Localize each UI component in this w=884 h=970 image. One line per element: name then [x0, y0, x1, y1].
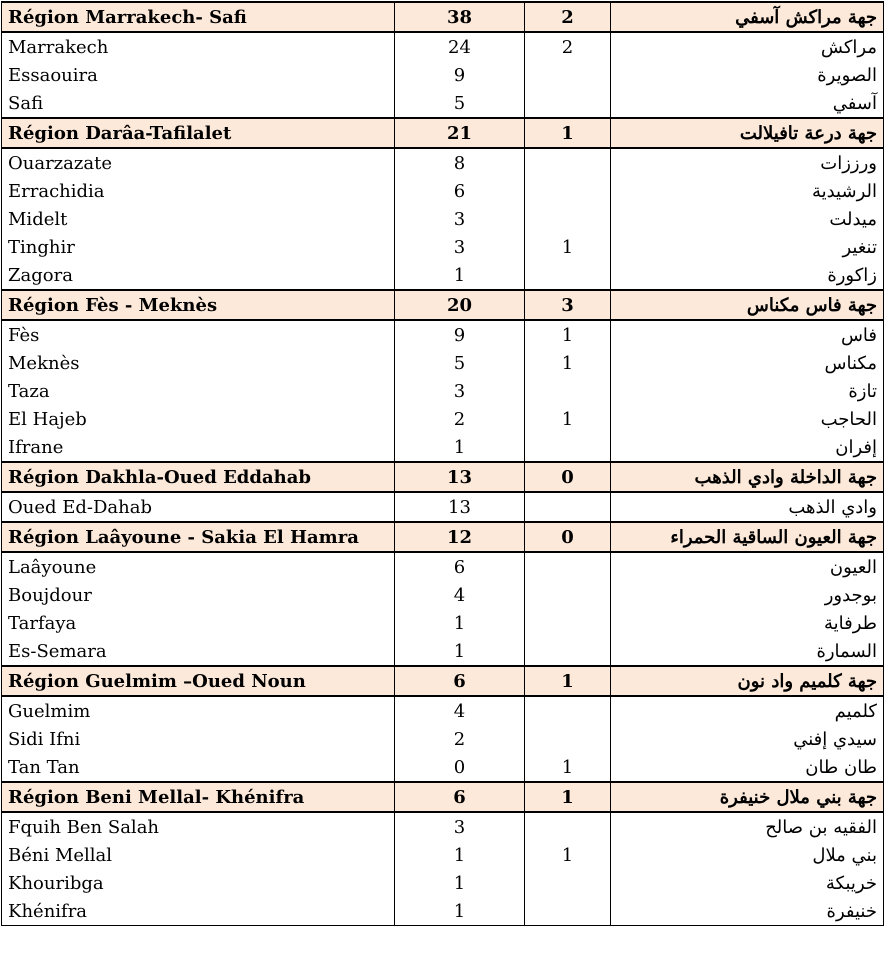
city-count: 1 [395, 261, 525, 290]
city-name-ar: وادي الذهب [611, 492, 884, 522]
city-row [2, 581, 884, 609]
city-row [2, 205, 884, 233]
city-count: 2 [395, 725, 525, 753]
region-total: 6 [395, 666, 525, 696]
city-count: 3 [395, 233, 525, 261]
city-name-fr: Essaouira [2, 61, 395, 89]
city-row [2, 377, 884, 405]
region-total: 38 [395, 2, 525, 32]
region-name-fr: Région Dakhla-Oued Eddahab [2, 462, 395, 492]
city-row [2, 492, 884, 522]
city-name-fr: El Hajeb [2, 405, 395, 433]
city-name-fr: Tinghir [2, 233, 395, 261]
city-name-fr: Fès [2, 320, 395, 349]
city-name-ar: الفقيه بن صالح [611, 812, 884, 841]
city-name-ar: كلميم [611, 696, 884, 725]
city-count: 1 [395, 841, 525, 869]
city-count: 6 [395, 552, 525, 581]
city-name-fr: Fquih Ben Salah [2, 812, 395, 841]
city-name-ar: السمارة [611, 637, 884, 666]
city-name-fr: Béni Mellal [2, 841, 395, 869]
city-row [2, 812, 884, 841]
region-name-ar: جهة العيون الساقية الحمراء [611, 522, 884, 552]
region-total: 20 [395, 290, 525, 320]
city-row [2, 233, 884, 261]
city-name-ar: مراكش [611, 32, 884, 61]
city-count: 9 [395, 320, 525, 349]
city-name-fr: Es-Semara [2, 637, 395, 666]
region-total: 21 [395, 118, 525, 148]
region-total: 13 [395, 462, 525, 492]
city-second-count [525, 869, 611, 897]
city-name-fr: Khénifra [2, 897, 395, 926]
region-header-row [2, 666, 884, 696]
city-name-ar: آسفي [611, 89, 884, 118]
city-name-fr: Khouribga [2, 869, 395, 897]
city-name-fr: Safi [2, 89, 395, 118]
region-name-fr: Région Beni Mellal- Khénifra [2, 782, 395, 812]
city-second-count: 2 [525, 32, 611, 61]
city-name-fr: Tarfaya [2, 609, 395, 637]
city-count: 3 [395, 812, 525, 841]
city-second-count: 1 [525, 405, 611, 433]
city-name-ar: زاكورة [611, 261, 884, 290]
city-name-ar: فاس [611, 320, 884, 349]
city-count: 5 [395, 349, 525, 377]
city-second-count: 1 [525, 233, 611, 261]
region-header-row [2, 2, 884, 32]
city-second-count [525, 581, 611, 609]
region-header-row [2, 118, 884, 148]
region-second-count: 0 [525, 522, 611, 552]
city-name-ar: تازة [611, 377, 884, 405]
region-total: 6 [395, 782, 525, 812]
city-name-ar: طان طان [611, 753, 884, 782]
city-name-fr: Ouarzazate [2, 148, 395, 177]
city-count: 4 [395, 581, 525, 609]
city-second-count [525, 897, 611, 926]
city-name-fr: Laâyoune [2, 552, 395, 581]
city-row [2, 552, 884, 581]
city-row [2, 433, 884, 462]
city-row [2, 349, 884, 377]
city-row [2, 753, 884, 782]
city-name-ar: سيدي إفني [611, 725, 884, 753]
city-second-count: 1 [525, 841, 611, 869]
region-second-count: 1 [525, 782, 611, 812]
city-second-count [525, 261, 611, 290]
city-count: 1 [395, 433, 525, 462]
city-second-count: 1 [525, 349, 611, 377]
city-name-fr: Midelt [2, 205, 395, 233]
city-name-fr: Zagora [2, 261, 395, 290]
city-count: 6 [395, 177, 525, 205]
city-row [2, 320, 884, 349]
city-name-fr: Errachidia [2, 177, 395, 205]
city-second-count [525, 637, 611, 666]
city-row [2, 61, 884, 89]
city-name-ar: ورززات [611, 148, 884, 177]
city-row [2, 177, 884, 205]
city-name-ar: ميدلت [611, 205, 884, 233]
city-count: 9 [395, 61, 525, 89]
city-row [2, 405, 884, 433]
city-count: 2 [395, 405, 525, 433]
city-second-count [525, 812, 611, 841]
city-second-count [525, 552, 611, 581]
city-name-fr: Sidi Ifni [2, 725, 395, 753]
city-count: 8 [395, 148, 525, 177]
city-second-count [525, 61, 611, 89]
region-name-ar: جهة بني ملال خنيفرة [611, 782, 884, 812]
city-second-count [525, 89, 611, 118]
city-count: 0 [395, 753, 525, 782]
city-name-ar: طرفاية [611, 609, 884, 637]
city-count: 3 [395, 205, 525, 233]
region-name-ar: جهة فاس مكناس [611, 290, 884, 320]
city-name-ar: خنيفرة [611, 897, 884, 926]
city-second-count [525, 492, 611, 522]
city-count: 4 [395, 696, 525, 725]
city-name-ar: بوجدور [611, 581, 884, 609]
city-second-count [525, 148, 611, 177]
region-second-count: 3 [525, 290, 611, 320]
city-name-fr: Oued Ed-Dahab [2, 492, 395, 522]
region-header-row [2, 462, 884, 492]
city-name-ar: إفران [611, 433, 884, 462]
city-second-count [525, 609, 611, 637]
city-row [2, 89, 884, 118]
city-name-fr: Meknès [2, 349, 395, 377]
city-name-ar: مكناس [611, 349, 884, 377]
city-count: 1 [395, 869, 525, 897]
city-row [2, 32, 884, 61]
region-total: 12 [395, 522, 525, 552]
city-name-ar: خريبكة [611, 869, 884, 897]
city-name-fr: Boujdour [2, 581, 395, 609]
city-second-count [525, 725, 611, 753]
city-row [2, 869, 884, 897]
city-row [2, 841, 884, 869]
city-second-count [525, 696, 611, 725]
region-name-fr: Région Marrakech- Safi [2, 2, 395, 32]
region-name-ar: جهة درعة تافيلالت [611, 118, 884, 148]
city-count: 5 [395, 89, 525, 118]
city-count: 1 [395, 637, 525, 666]
region-name-fr: Région Laâyoune - Sakia El Hamra [2, 522, 395, 552]
region-second-count: 0 [525, 462, 611, 492]
city-row [2, 148, 884, 177]
region-name-fr: Région Darâa-Tafilalet [2, 118, 395, 148]
city-count: 1 [395, 897, 525, 926]
city-row [2, 609, 884, 637]
region-header-row [2, 290, 884, 320]
city-row [2, 696, 884, 725]
city-row [2, 725, 884, 753]
city-name-ar: العيون [611, 552, 884, 581]
city-name-fr: Guelmim [2, 696, 395, 725]
city-row [2, 897, 884, 926]
city-name-ar: تنغير [611, 233, 884, 261]
city-name-fr: Marrakech [2, 32, 395, 61]
region-second-count: 2 [525, 2, 611, 32]
city-count: 1 [395, 609, 525, 637]
region-header-row [2, 522, 884, 552]
regions-table [1, 1, 884, 926]
city-count: 24 [395, 32, 525, 61]
region-name-ar: جهة مراكش آسفي [611, 2, 884, 32]
city-name-fr: Taza [2, 377, 395, 405]
city-second-count: 1 [525, 320, 611, 349]
city-name-ar: الحاجب [611, 405, 884, 433]
region-second-count: 1 [525, 666, 611, 696]
city-name-ar: بني ملال [611, 841, 884, 869]
city-row [2, 637, 884, 666]
city-second-count [525, 377, 611, 405]
city-second-count: 1 [525, 753, 611, 782]
region-second-count: 1 [525, 118, 611, 148]
city-name-ar: الصويرة [611, 61, 884, 89]
table-body [2, 2, 884, 926]
region-name-ar: جهة كلميم واد نون [611, 666, 884, 696]
city-second-count [525, 205, 611, 233]
city-count: 13 [395, 492, 525, 522]
region-name-fr: Région Guelmim –Oued Noun [2, 666, 395, 696]
region-name-fr: Région Fès - Meknès [2, 290, 395, 320]
city-name-fr: Ifrane [2, 433, 395, 462]
region-name-ar: جهة الداخلة وادي الذهب [611, 462, 884, 492]
region-header-row [2, 782, 884, 812]
city-count: 3 [395, 377, 525, 405]
city-name-fr: Tan Tan [2, 753, 395, 782]
city-second-count [525, 177, 611, 205]
city-row [2, 261, 884, 290]
city-name-ar: الرشيدية [611, 177, 884, 205]
city-second-count [525, 433, 611, 462]
